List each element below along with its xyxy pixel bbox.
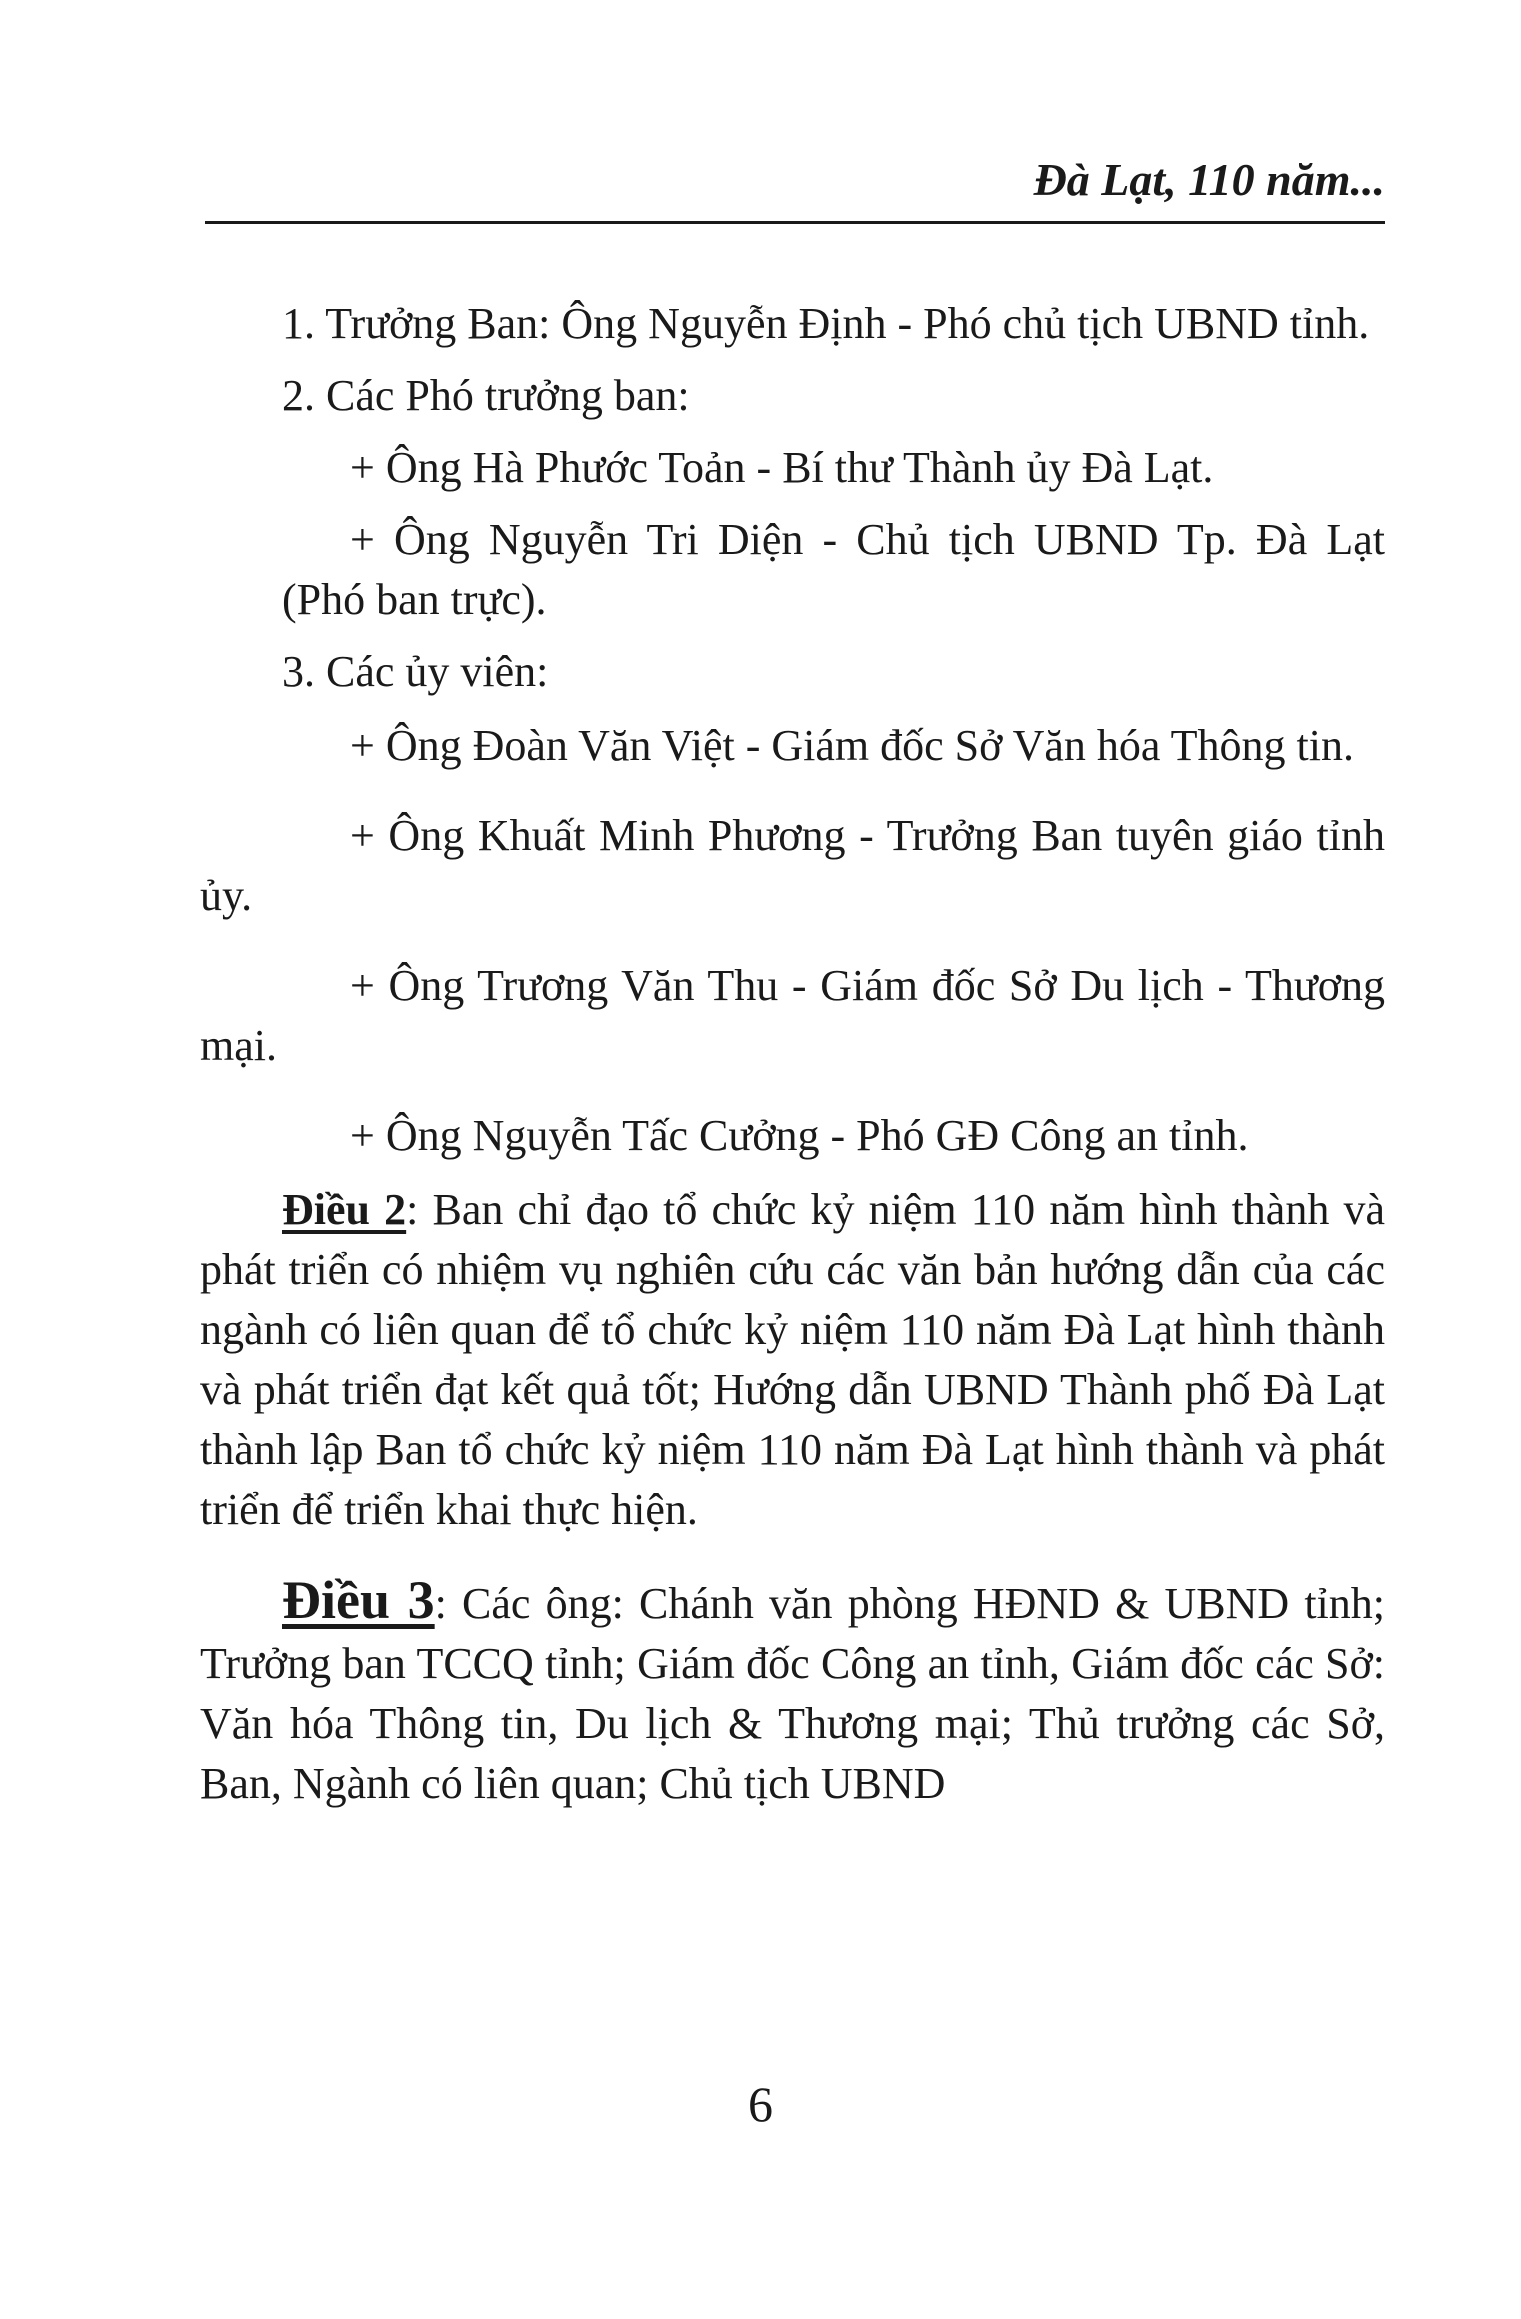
header-rule — [205, 221, 1385, 224]
running-header: Đà Lạt, 110 năm... — [1033, 154, 1385, 205]
paragraph-member-4: + Ông Nguyễn Tấc Cưởng - Phó GĐ Công an tỉnh. — [350, 1111, 1249, 1160]
article-3-label: Điều 3 — [282, 1570, 435, 1630]
article-3 — [200, 1570, 1385, 1814]
article-2-label: Điều 2 — [282, 1185, 407, 1234]
paragraph-chairman: 1. Trưởng Ban: Ông Nguyễn Định - Phó chủ tịch UBND tỉnh. — [282, 299, 1370, 348]
page-number: 6 — [748, 2076, 773, 2132]
paragraph-vice-chairs-heading: 2. Các Phó trưởng ban: — [282, 371, 690, 420]
paragraph-vice-chair-2: + Ông Nguyễn Tri Diện - Chủ tịch UBND Tp. Đà Lạt (Phó ban trực). — [282, 515, 1385, 624]
paragraph-member-3: + Ông Trương Văn Thu - Giám đốc Sở Du lịch - Thương mại. — [200, 961, 1385, 1070]
article-3-text: : Các ông: Chánh văn phòng HĐND & UBND tỉnh; Trưởng ban TCCQ tỉnh; Giám đốc Công an tỉnh, Giám đốc các Sở: Văn hóa Thông tin, Du lịch & Thương mại; Thủ trưởng các Sở, Ban, Ngành có liên quan; Chủ tịch UBND — [200, 1579, 1385, 1808]
paragraph-members-heading: 3. Các ủy viên: — [282, 647, 549, 696]
document-body — [200, 294, 1385, 1814]
paragraph-member-1: + Ông Đoàn Văn Việt - Giám đốc Sở Văn hóa Thông tin. — [350, 721, 1354, 770]
article-2 — [200, 1180, 1385, 1540]
paragraph-member-2: + Ông Khuất Minh Phương - Trưởng Ban tuyên giáo tỉnh ủy. — [200, 811, 1385, 920]
article-2-text: : Ban chỉ đạo tổ chức kỷ niệm 110 năm hình thành và phát triển có nhiệm vụ nghiên cứu các văn bản hướng dẫn của các ngành có liên quan để tổ chức kỷ niệm 110 năm Đà Lạt hình thành và phát triển đạt kết quả tốt; Hướng dẫn UBND Thành phố Đà Lạt thành lập Ban tổ chức kỷ niệm 110 năm Đà Lạt hình thành và phát triển để triển khai thực hiện. — [200, 1185, 1386, 1534]
paragraph-vice-chair-1: + Ông Hà Phước Toản - Bí thư Thành ủy Đà Lạt. — [350, 443, 1214, 492]
